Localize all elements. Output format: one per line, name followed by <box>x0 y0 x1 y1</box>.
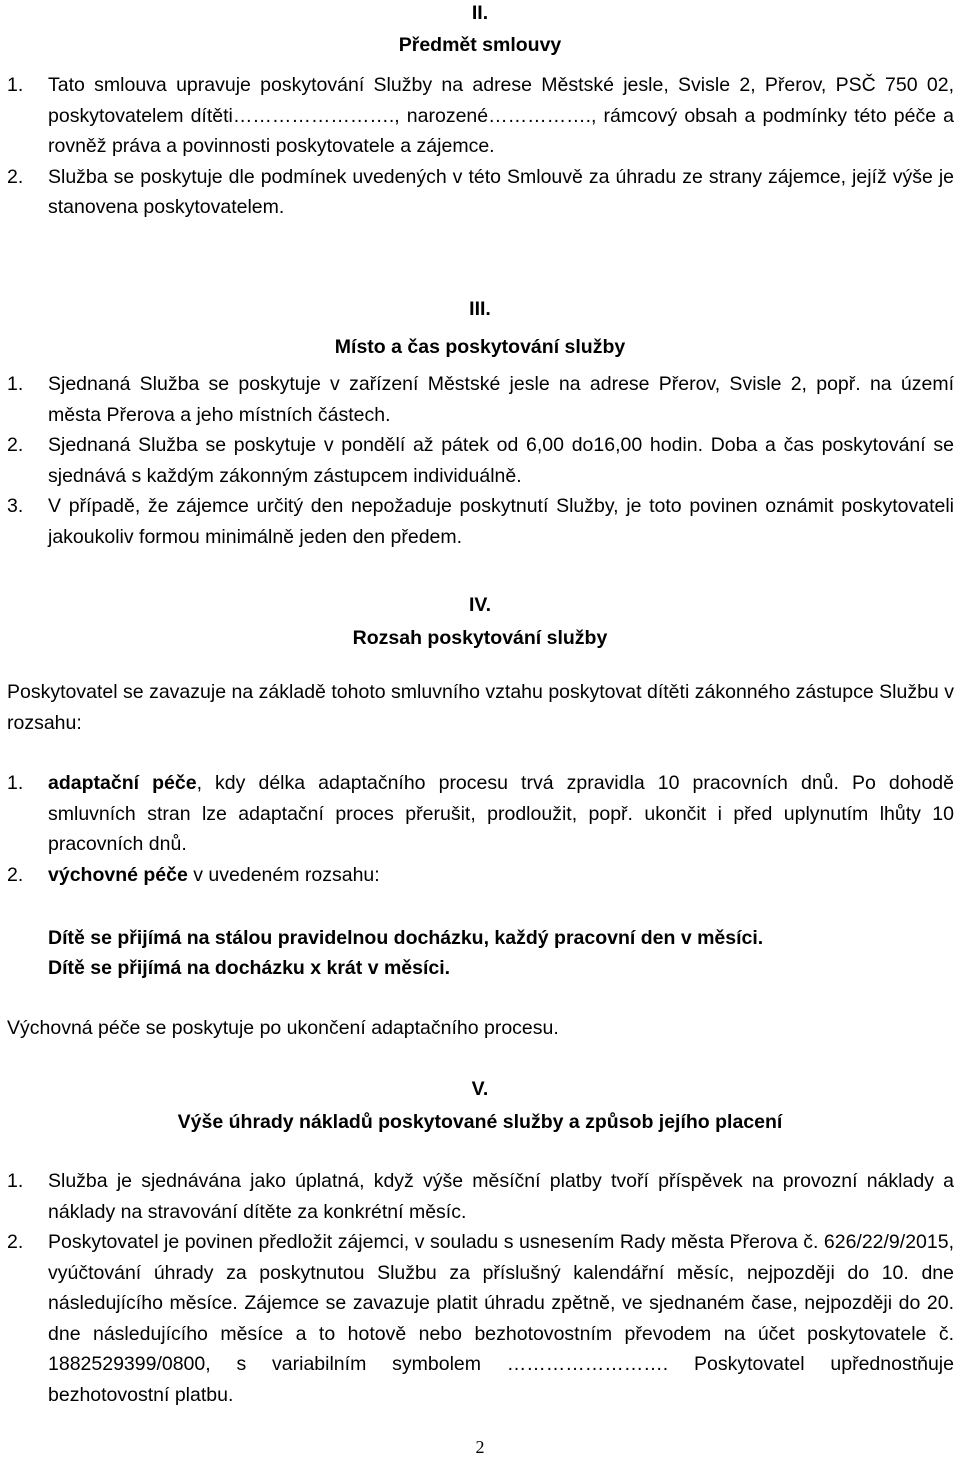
item-number: 2. <box>7 434 24 456</box>
item-text: Tato smlouva upravuje poskytování Služby na adrese Městské jesle, Svisle 2, Přerov, PSČ 750 02, poskytovatelem dítěti……………………., narozené……………., rámcový obsah a podmínky této péče a rovněž práva a povinnosti poskytovatele a zájemce. <box>48 74 954 157</box>
item-bold-term: adaptační péče <box>48 772 197 794</box>
section-3 <box>0 294 960 552</box>
section-4-note: Výchovná péče se poskytuje po ukončení adaptačního procesu. <box>7 1017 559 1039</box>
section-5-title: Výše úhrady nákladů poskytované služby a způsob jejího placení <box>177 1110 783 1133</box>
item-number: 1. <box>7 1170 24 1192</box>
section-2-title: Předmět smlouvy <box>398 33 562 56</box>
item-text: Sjednaná Služba se poskytuje v pondělí až pátek od 6,00 do16,00 hodin. Doba a čas poskytování se sjednává s každým zákonným zástupcem individuálně. <box>48 434 954 487</box>
item-number: 1. <box>7 74 24 96</box>
section-5-numeral: V. <box>471 1078 489 1100</box>
item-number: 2. <box>7 863 24 886</box>
item-text: Sjednaná Služba se poskytuje v zařízení Městské jesle na adrese Přerov, Svisle 2, popř. na území města Přerova a jeho místních částech. <box>48 373 954 426</box>
list-item <box>0 768 960 860</box>
list-item <box>0 1227 960 1410</box>
section-4-list <box>0 768 960 890</box>
section-4-intro: Poskytovatel se zavazuje na základě tohoto smluvního vztahu poskytovat dítěti zákonného zástupce Službu v rozsahu: <box>7 681 954 734</box>
section-5-list <box>0 1166 960 1410</box>
item-number: 2. <box>7 165 24 188</box>
list-item <box>0 1166 960 1227</box>
item-text: V případě, že zájemce určitý den nepožaduje poskytnutí Služby, je toto povinen oznámit poskytovateli jakoukoliv formou minimálně jeden den předem. <box>48 495 954 548</box>
item-text: , kdy délka adaptačního procesu trvá zpravidla 10 pracovních dnů. Po dohodě smluvních stran lze adaptační proces přerušit, prodloužit, popř. ukončit i před uplynutím lhůty 10 pracovních dnů. <box>48 772 954 855</box>
section-3-numeral: III. <box>469 298 491 320</box>
item-bold-term: výchovné péče <box>48 863 188 886</box>
item-number: 1. <box>7 373 24 395</box>
item-text: Služba je sjednávána jako úplatná, když výše měsíční platby tvoří příspěvek na provozní náklady a náklady na stravování dítěte za konkrétní měsíc. <box>48 1170 954 1223</box>
item-text: v uvedeném rozsahu: <box>187 863 380 886</box>
section-2-numeral: II. <box>471 2 489 24</box>
item-text: Služba se poskytuje dle podmínek uvedených v této Smlouvě za úhradu ze strany zájemce, jejíž výše je stanovena poskytovatelem. <box>48 165 954 218</box>
section-5 <box>0 1074 960 1137</box>
list-item <box>0 491 960 552</box>
section-2 <box>0 0 960 223</box>
page-number: 2 <box>475 1437 485 1457</box>
attendance-option-x-times: Dítě se přijímá na docházku x krát v měsíci. <box>48 957 451 979</box>
item-number: 3. <box>7 495 24 517</box>
attendance-option-regular: Dítě se přijímá na stálou pravidelnou docházku, každý pracovní den v měsíci. <box>48 927 764 949</box>
section-2-list <box>0 70 960 223</box>
section-4-numeral: IV. <box>468 594 492 616</box>
list-item <box>0 162 960 223</box>
section-3-title: Místo a čas poskytování služby <box>334 335 626 358</box>
item-text: Poskytovatel je povinen předložit zájemci, v souladu s usnesením Rady města Přerova č. 626/22/9/2015, vyúčtování úhrady za poskytnutou Službu za příslušný kalendářní měsíc, nejpozději do 10. dne následujícího měsíce. Zájemce se zavazuje platit úhradu zpětně, ve sjednaném čase, nejpozději do 20. dne následujícího měsíce a to hotově nebo bezhotovostním převodem na účet poskytovatele č. 1882529399/0800, s variabilním symbolem ……………………. Poskytovatel upřednostňuje bezhotovostní platbu. <box>48 1231 954 1406</box>
list-item <box>0 430 960 491</box>
item-number: 1. <box>7 772 24 794</box>
section-3-list <box>0 369 960 552</box>
section-4 <box>0 590 960 653</box>
section-4-title: Rozsah poskytování služby <box>352 626 608 649</box>
item-number: 2. <box>7 1231 24 1253</box>
list-item <box>0 70 960 162</box>
list-item <box>0 860 960 891</box>
list-item <box>0 369 960 430</box>
